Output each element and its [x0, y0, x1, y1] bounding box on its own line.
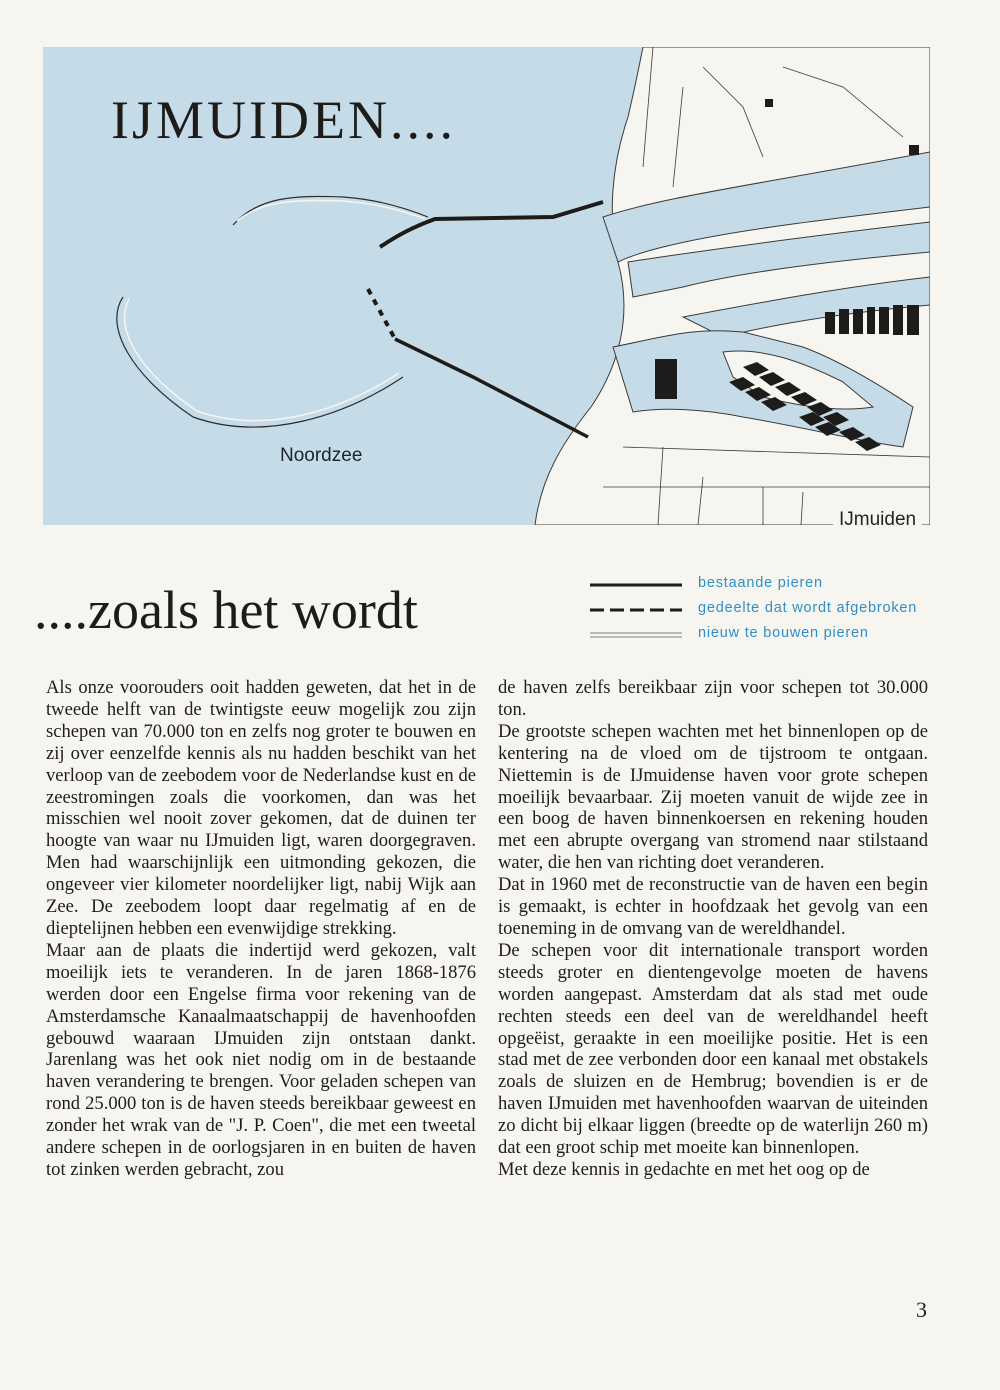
page-number: 3 — [916, 1297, 927, 1322]
legend-label: nieuw te bouwen pieren — [698, 625, 869, 641]
paragraph: Dat in 1960 met de reconstructie van de haven een begin is gemaakt, is echter in hoofdzaak het gevolg van een toeneming in de omvang van de wereldhandel. — [498, 874, 928, 939]
paragraph: De grootste schepen wachten met het binnenlopen op de kentering na de vloed om de tijstroom te ontgaan. Niettemin is de IJmuidense haven voor grote schepen moeilijk bevaarbaar. Zij moeten vanuit de wijde zee in een boog de haven binnenkoersen en rekening houden met een abrupte overgang van stromend naar stilstaand water, die hen van richting doet veranderen. — [498, 720, 928, 874]
double-line-symbol — [590, 631, 682, 639]
paragraph: Met deze kennis in gedachte en met het oog op de — [498, 1158, 870, 1180]
legend-label: gedeelte dat wordt afgebroken — [698, 600, 918, 616]
dashed-line-symbol — [590, 606, 682, 614]
paragraph: Als onze voorouders ooit hadden geweten, dat het in de tweede helft van de twintigste eeuw mogelijk zou zijn schepen van 70.000 ton en zelfs nog groter te bouwen en zij over eenzelfde kennis als nu hadden beschikt van het verloop van de zeebodem voor de Nederlandse kust en de zeestromingen zoals die voorkomen, dan was het misschien wel nooit zover gekomen, dat de duinen ter hoogte van waar nu IJmuiden ligt, waren doorgegraven. Men had waarschijnlijk een uitmonding gekozen, die ongeveer vier kilometer noordelijker ligt, nabij Wijk aan Zee. De zeebodem loopt daar regelmatig af en de dieptelijnen hebben een evenwijdige strekking. — [46, 677, 476, 939]
demolished-pier-section — [368, 289, 395, 339]
legend-label: bestaande pieren — [698, 575, 823, 591]
legend-item-new — [590, 622, 940, 647]
harbour-map — [43, 47, 930, 525]
text-column-left — [46, 677, 476, 1181]
paragraph: De schepen voor dit internationale transport worden steeds groter en dientengevolge moeten de havens worden aangepast. Amsterdam dat als stad met oude rechten steeds een deel van de wereldhandel heeft opgeëist, geraakte in een moeilijke positie. Het is een stad met de zee verbonden door een kanaal met obstakels zoals de sluizen en de Hembrug; bovendien is er de haven IJmuiden met havenhoofden waarvan de uiteinden zo dicht bij elkaar liggen (breedte op de waterlijn 260 m) dat een groot schip met moeite kan binnenlopen. — [498, 939, 928, 1159]
solid-line-symbol — [590, 581, 682, 589]
sea-label: Noordzee — [280, 445, 363, 466]
new-south-pier — [117, 297, 403, 427]
legend-item-existing — [590, 572, 940, 597]
existing-north-pier — [380, 202, 603, 247]
town-label: IJmuiden — [833, 509, 922, 525]
page-subtitle: ....zoals het wordt — [34, 580, 418, 640]
legend-item-demolished — [590, 597, 940, 622]
map-title: IJMUIDEN.... — [111, 90, 456, 150]
map-legend — [590, 572, 940, 647]
paragraph: de haven zelfs bereikbaar zijn voor schepen tot 30.000 ton. — [498, 677, 928, 720]
text-column-right — [498, 677, 928, 1181]
paragraph: Maar aan de plaats die indertijd werd gekozen, valt moeilijk iets te veranderen. In de jaren 1868-1876 werden door een Engelse firma voor rekening van de Amsterdamsche Kanaalmaatschappij de havenhoofden gebouwd waaraan IJmuiden zijn ontstaan dankt. Jarenlang was het ook niet nodig om in de bestaande haven verandering te brengen. Voor geladen schepen van rond 25.000 ton is de haven steeds bereikbaar geweest en zonder het wrak van de "J. P. Coen", die met een tweetal andere schepen in de oorlogsjaren in en buiten de haven tot zinken werden gebracht, zou — [46, 939, 476, 1180]
existing-south-pier — [395, 339, 588, 437]
